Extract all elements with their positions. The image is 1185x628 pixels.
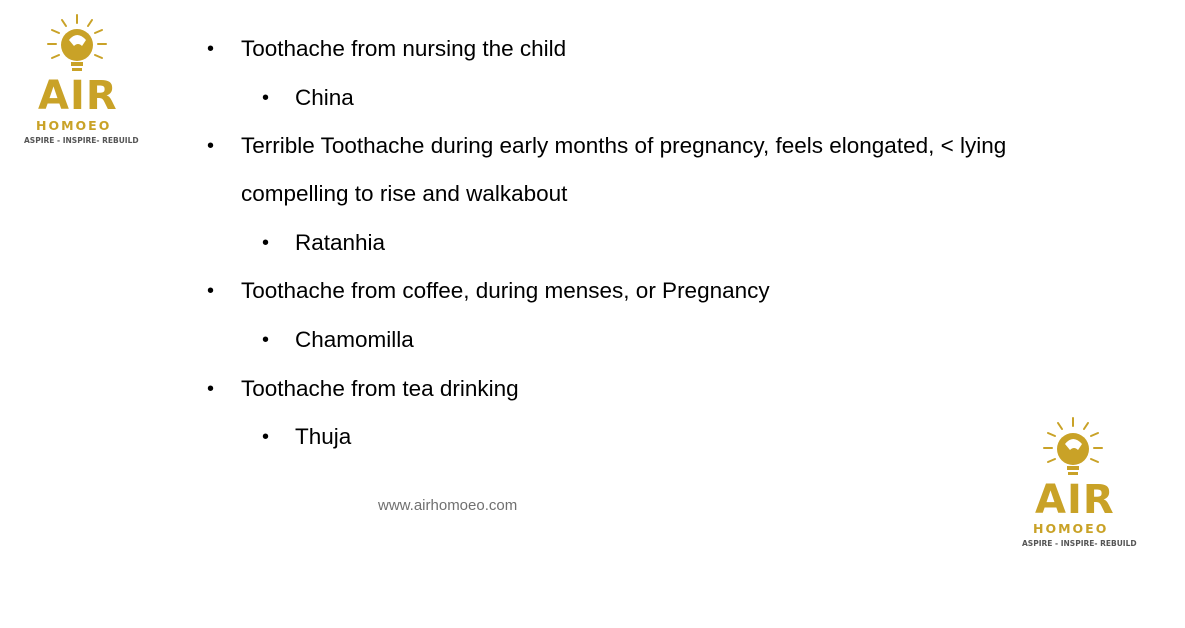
brand-logo-word-top: AIR: [38, 73, 118, 119]
bullet-marker: •: [207, 135, 215, 157]
remedy-text: Thuja: [295, 424, 352, 449]
sub-bullet-marker: •: [262, 87, 270, 109]
brand-logo-word-bottom: AIR: [1035, 477, 1115, 523]
bullet-marker: •: [207, 280, 215, 302]
brand-tagline-bottom: ASPIRE - INSPIRE- REBUILD: [1022, 539, 1137, 548]
remedy-text: Ratanhia: [295, 230, 386, 255]
bullet-text-continued: compelling to rise and walkabout: [241, 181, 568, 206]
remedy-text: Chamomilla: [295, 327, 414, 352]
bullet-marker: •: [207, 38, 215, 60]
brand-tagline-top: ASPIRE - INSPIRE- REBUILD: [24, 136, 139, 145]
bullet-text: Toothache from coffee, during menses, or Pregnancy: [241, 278, 770, 303]
sub-bullet-marker: •: [262, 232, 270, 254]
footer-url: www.airhomoeo.com: [378, 497, 518, 514]
brand-logo-sub-top: HOMOEO: [36, 118, 112, 133]
sub-bullet-marker: •: [262, 426, 270, 448]
bullet-marker: •: [207, 378, 215, 400]
brand-logo-sub-bottom: HOMOEO: [1033, 521, 1109, 536]
remedy-text: China: [295, 85, 354, 110]
bullet-text: Terrible Toothache during early months of pregnancy, feels elongated, < lying: [241, 133, 1007, 158]
bullet-text: Toothache from nursing the child: [241, 36, 567, 61]
bullet-text: Toothache from tea drinking: [241, 376, 519, 401]
sub-bullet-marker: •: [262, 329, 270, 351]
